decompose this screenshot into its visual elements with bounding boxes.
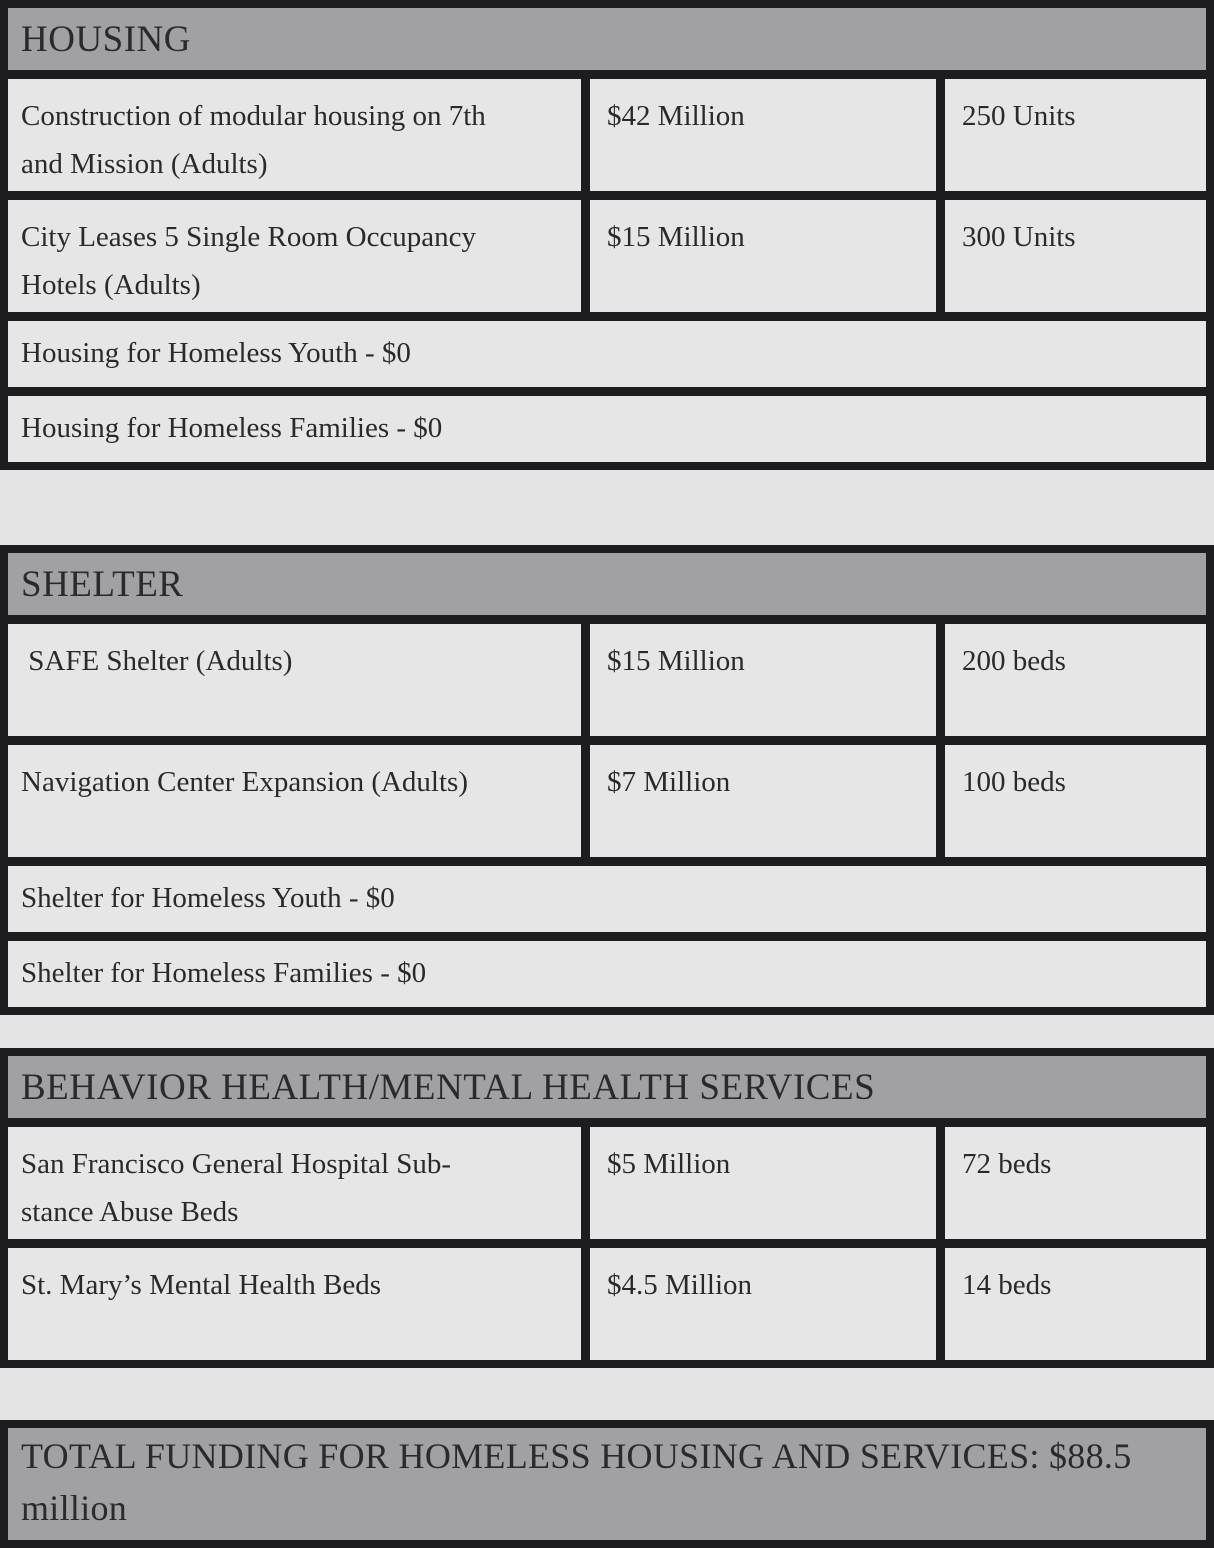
row-shelter-homeless-families: Shelter for Homeless Families - $0 bbox=[8, 941, 1206, 1007]
project-name-cell bbox=[8, 200, 581, 312]
capacity-cell: 250 Units bbox=[945, 79, 1206, 191]
capacity-cell: 14 beds bbox=[945, 1248, 1206, 1360]
table-row bbox=[8, 1248, 1206, 1360]
total-funding-inner bbox=[8, 1428, 1206, 1540]
project-name-line: SAFE Shelter (Adults) bbox=[21, 645, 293, 677]
section-title: BEHAVIOR HEALTH/MENTAL HEALTH SERVICES bbox=[21, 1066, 876, 1108]
section-behavior-health bbox=[0, 1048, 1214, 1368]
capacity-cell: 300 Units bbox=[945, 200, 1206, 312]
capacity-cell: 72 beds bbox=[945, 1127, 1206, 1239]
section-housing bbox=[0, 0, 1214, 470]
project-name-line: City Leases 5 Single Room Occupancy bbox=[21, 221, 477, 253]
project-name-line: San Francisco General Hospital Sub- bbox=[21, 1148, 452, 1180]
project-name-line: Navigation Center Expansion (Adults) bbox=[21, 766, 468, 798]
row-shelter-homeless-youth: Shelter for Homeless Youth - $0 bbox=[8, 866, 1206, 932]
section-shelter bbox=[0, 545, 1214, 1015]
funding-amount-cell: $15 Million bbox=[590, 624, 936, 736]
project-name-cell bbox=[8, 745, 581, 857]
project-name-cell bbox=[8, 624, 581, 736]
project-name-line: Hotels (Adults) bbox=[21, 269, 201, 301]
section-header-shelter bbox=[8, 553, 1206, 615]
funding-amount-cell: $15 Million bbox=[590, 200, 936, 312]
table-row bbox=[8, 200, 1206, 312]
section-title: HOUSING bbox=[21, 18, 191, 60]
total-funding-label: TOTAL FUNDING FOR HOMELESS HOUSING AND SERVICES: $88.5 million bbox=[21, 1436, 1132, 1528]
project-name-line: and Mission (Adults) bbox=[21, 148, 268, 180]
project-name-line: Construction of modular housing on 7th bbox=[21, 100, 486, 132]
project-name-cell bbox=[8, 79, 581, 191]
total-funding-bar bbox=[0, 1420, 1214, 1548]
section-header-housing bbox=[8, 8, 1206, 70]
capacity-cell: 200 beds bbox=[945, 624, 1206, 736]
section-header-behavior-health bbox=[8, 1056, 1206, 1118]
row-housing-homeless-families: Housing for Homeless Families - $0 bbox=[8, 396, 1206, 462]
section-title: SHELTER bbox=[21, 563, 184, 605]
project-name-cell bbox=[8, 1127, 581, 1239]
table-row bbox=[8, 624, 1206, 736]
row-housing-homeless-youth: Housing for Homeless Youth - $0 bbox=[8, 321, 1206, 387]
project-name-line: St. Mary’s Mental Health Beds bbox=[21, 1269, 382, 1301]
table-row bbox=[8, 745, 1206, 857]
project-name-cell bbox=[8, 1248, 581, 1360]
funding-amount-cell: $7 Million bbox=[590, 745, 936, 857]
funding-amount-cell: $5 Million bbox=[590, 1127, 936, 1239]
capacity-cell: 100 beds bbox=[945, 745, 1206, 857]
funding-amount-cell: $4.5 Million bbox=[590, 1248, 936, 1360]
project-name-line: stance Abuse Beds bbox=[21, 1196, 239, 1228]
table-row bbox=[8, 1127, 1206, 1239]
funding-amount-cell: $42 Million bbox=[590, 79, 936, 191]
table-row bbox=[8, 79, 1206, 191]
